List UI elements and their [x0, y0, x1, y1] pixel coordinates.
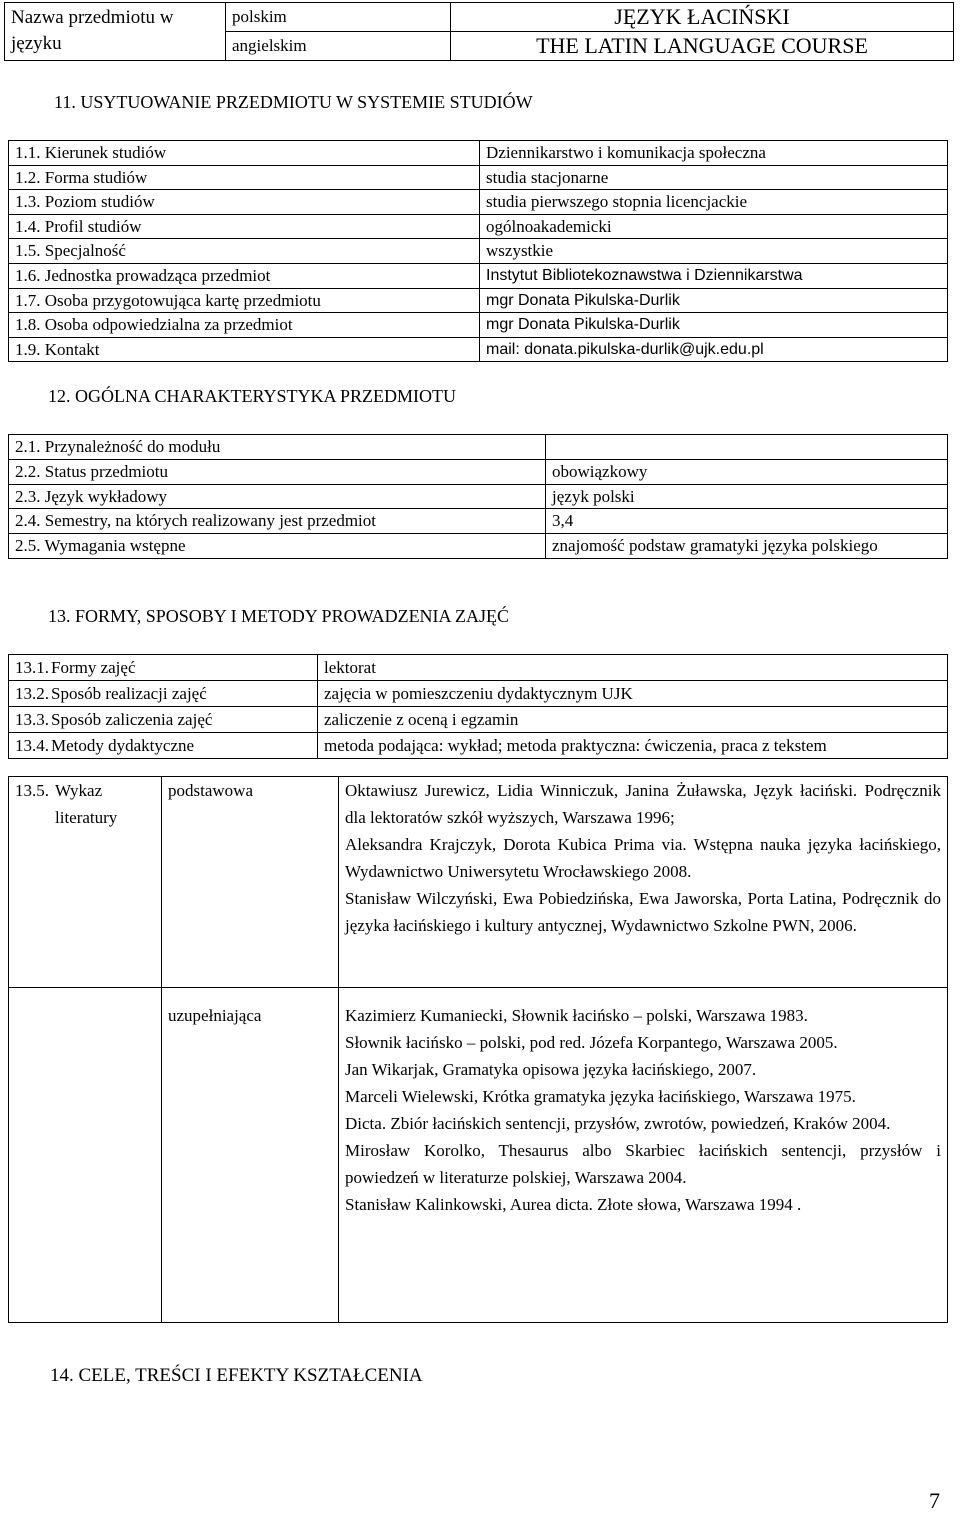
row-value: znajomość podstaw gramatyki języka polskiego — [546, 534, 948, 559]
section-11-row — [9, 313, 948, 338]
row-label: 1.6. Jednostka prowadząca przedmiot — [9, 263, 480, 288]
section-13-title: 13. FORMY, SPOSOBY I METODY PROWADZENIA ZAJĘĆ — [48, 606, 510, 626]
row-label: 1.2. Forma studiów — [9, 165, 480, 190]
literature-basic-label: podstawowa — [162, 777, 339, 988]
section-11-row — [9, 239, 948, 264]
literature-supplementary-list — [339, 988, 948, 1323]
course-title-polish: JĘZYK ŁACIŃSKI — [451, 3, 954, 32]
literature-item: Jan Wikarjak, Gramatyka opisowa języka łacińskiego, 2007. — [345, 1060, 757, 1079]
row-label: Sposób zaliczenia zajęć — [49, 707, 318, 733]
section-11-row — [9, 288, 948, 313]
row-label: 1.3. Poziom studiów — [9, 190, 480, 215]
literature-label: Wykaz literatury — [49, 777, 162, 988]
row-label: 1.8. Osoba odpowiedzialna za przedmiot — [9, 313, 480, 338]
row-value: wszystkie — [480, 239, 948, 264]
row-value — [546, 435, 948, 460]
literature-item: Dicta. Zbiór łacińskich sentencji, przysłów, zwrotów, powiedzeń, Kraków 2004. — [345, 1114, 891, 1133]
literature-item: Marceli Wielewski, Krótka gramatyka języka łacińskiego, Warszawa 1975. — [345, 1087, 856, 1106]
literature-item: Kazimierz Kumaniecki, Słownik łacińsko – polski, Warszawa 1983. — [345, 1006, 808, 1025]
row-value: metoda podająca: wykład; metoda praktyczna: ćwiczenia, praca z tekstem — [318, 733, 948, 759]
literature-item: Stanisław Kalinkowski, Aurea dicta. Złote słowa, Warszawa 1994 . — [345, 1195, 802, 1214]
section-13-row — [9, 707, 948, 733]
page-number: 7 — [929, 1488, 940, 1513]
literature-label-cont — [49, 988, 162, 1323]
literature-item: Aleksandra Krajczyk, Dorota Kubica Prima via. Wstępna nauka języka łacińskiego, Wydawnictwo Uniwersytetu Wrocławskiego 2008. — [345, 835, 941, 881]
row-label: 1.7. Osoba przygotowująca kartę przedmiotu — [9, 288, 480, 313]
row-value: 3,4 — [546, 509, 948, 534]
row-label: 2.4. Semestry, na których realizowany jest przedmiot — [9, 509, 546, 534]
literature-supplementary-label: uzupełniająca — [162, 988, 339, 1323]
row-label: 1.5. Specjalność — [9, 239, 480, 264]
row-value: obowiązkowy — [546, 459, 948, 484]
row-value: studia pierwszego stopnia licencjackie — [480, 190, 948, 215]
row-value: mgr Donata Pikulska-Durlik — [480, 288, 948, 313]
section-11-row — [9, 165, 948, 190]
row-label: Formy zajęć — [49, 655, 318, 681]
row-label: Metody dydaktyczne — [49, 733, 318, 759]
lang-english-label: angielskim — [226, 32, 451, 61]
row-label: 2.1. Przynależność do modułu — [9, 435, 546, 460]
section-14-title: 14. CELE, TREŚCI I EFEKTY KSZTAŁCENIA — [50, 1365, 423, 1386]
row-label: 2.2. Status przedmiotu — [9, 459, 546, 484]
row-value: Instytut Bibliotekoznawstwa i Dziennikarstwa — [480, 263, 948, 288]
literature-num-cont — [9, 988, 50, 1323]
literature-num: 13.5. — [9, 777, 50, 988]
row-label: 1.4. Profil studiów — [9, 214, 480, 239]
row-label: 1.9. Kontakt — [9, 337, 480, 362]
literature-table — [8, 776, 948, 1323]
row-number: 13.1. — [9, 655, 50, 681]
section-12-row — [9, 534, 948, 559]
section-11-table — [8, 140, 948, 362]
row-value: mail: donata.pikulska-durlik@ujk.edu.pl — [480, 337, 948, 362]
row-value: zajęcia w pomieszczeniu dydaktycznym UJK — [318, 681, 948, 707]
row-number: 13.2. — [9, 681, 50, 707]
section-11-row — [9, 337, 948, 362]
row-number: 13.3. — [9, 707, 50, 733]
row-value: ogólnoakademicki — [480, 214, 948, 239]
section-11-row — [9, 214, 948, 239]
row-label: 1.1. Kierunek studiów — [9, 141, 480, 166]
section-13-table — [8, 654, 948, 759]
section-12-table — [8, 434, 948, 559]
section-12-row — [9, 484, 948, 509]
row-value: mgr Donata Pikulska-Durlik — [480, 313, 948, 338]
literature-item: Oktawiusz Jurewicz, Lidia Winniczuk, Janina Żuławska, Język łaciński. Podręcznik dla lektoratów szkół wyższych, Warszawa 1996; — [345, 781, 941, 827]
section-12-title: 12. OGÓLNA CHARAKTERYSTYKA PRZEDMIOTU — [48, 386, 457, 406]
section-13-row — [9, 681, 948, 707]
literature-item: Stanisław Wilczyński, Ewa Pobiedzińska, Ewa Jaworska, Porta Latina, Podręcznik do języka łacińskiego i kultury antycznej, Wydawnictwo Szkolne PWN, 2006. — [345, 889, 941, 935]
course-name-table — [4, 2, 954, 61]
section-12-row — [9, 459, 948, 484]
section-11-title: 11. USYTUOWANIE PRZEDMIOTU W SYSTEMIE STUDIÓW — [54, 92, 533, 112]
row-label: Sposób realizacji zajęć — [49, 681, 318, 707]
row-value: zaliczenie z oceną i egzamin — [318, 707, 948, 733]
section-11-row — [9, 190, 948, 215]
row-label: 2.5. Wymagania wstępne — [9, 534, 546, 559]
section-13-row — [9, 733, 948, 759]
row-value: studia stacjonarne — [480, 165, 948, 190]
section-12-row — [9, 435, 948, 460]
course-name-label: Nazwa przedmiotu w języku — [5, 3, 226, 61]
section-11-row — [9, 263, 948, 288]
row-label: 2.3. Język wykładowy — [9, 484, 546, 509]
literature-basic-list — [339, 777, 948, 988]
row-value: Dziennikarstwo i komunikacja społeczna — [480, 141, 948, 166]
literature-item: Mirosław Korolko, Thesaurus albo Skarbiec łacińskich sentencji, przysłów i powiedzeń w literaturze polskiej, Warszawa 2004. — [345, 1141, 941, 1187]
row-value: język polski — [546, 484, 948, 509]
row-value: lektorat — [318, 655, 948, 681]
section-13-row — [9, 655, 948, 681]
row-number: 13.4. — [9, 733, 50, 759]
section-12-row — [9, 509, 948, 534]
lang-polish-label: polskim — [226, 3, 451, 32]
literature-item: Słownik łacińsko – polski, pod red. Józefa Korpantego, Warszawa 2005. — [345, 1033, 838, 1052]
course-title-english: THE LATIN LANGUAGE COURSE — [451, 32, 954, 61]
section-11-row — [9, 141, 948, 166]
